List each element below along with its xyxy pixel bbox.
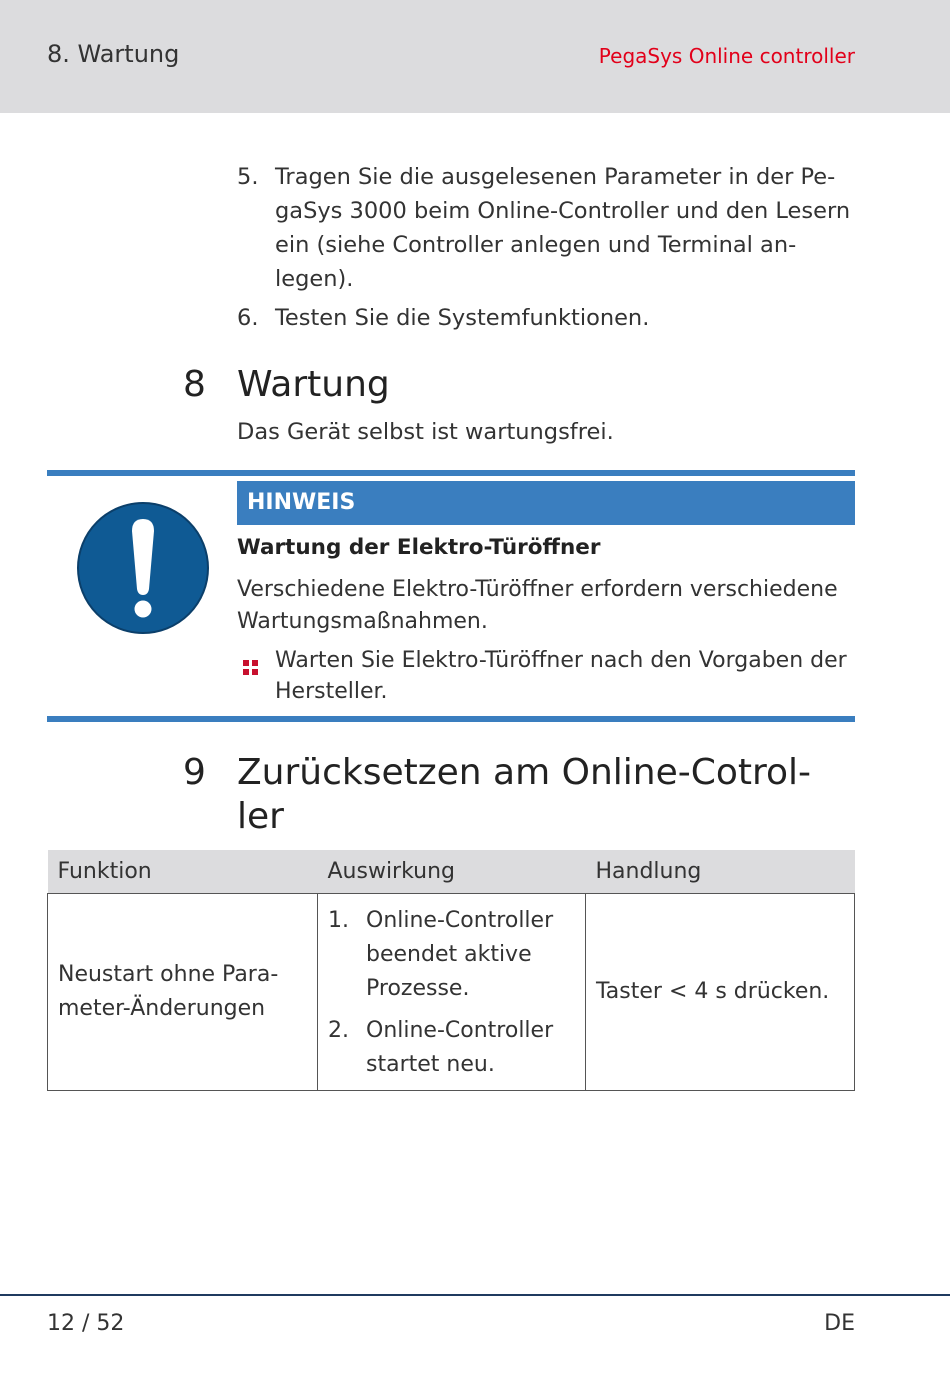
notice-label: HINWEIS: [237, 481, 855, 525]
item-text: Online-Controller startet neu.: [366, 1018, 554, 1077]
section-heading-8: [183, 364, 863, 408]
header-auswirkung: Auswirkung: [318, 850, 586, 894]
section-title: Wartung: [237, 364, 390, 405]
list-item: [237, 160, 857, 296]
list-item: [328, 1014, 575, 1082]
notice-bottom-rule: [47, 716, 855, 722]
step-list: [237, 160, 857, 340]
language-code: DE: [824, 1311, 855, 1336]
cell-funktion: Neustart ohne Parameter-Änderungen: [48, 894, 318, 1091]
bullet-text: Warten Sie Elektro-Türöffner nach den Vorgaben der Hersteller.: [275, 648, 847, 704]
cell-handlung: Taster < 4 s drücken.: [586, 894, 855, 1091]
section-number: 8: [183, 364, 206, 405]
header-handlung: Handlung: [586, 850, 855, 894]
product-name: PegaSys Online controller: [598, 44, 855, 68]
section-heading-9: [183, 752, 863, 842]
item-number: 1.: [328, 908, 349, 933]
section-intro: Das Gerät selbst ist wartungsfrei.: [237, 419, 614, 445]
header-funktion: Funktion: [48, 850, 318, 894]
notice-text: Verschiedene Elektro-Türöffner erfordern verschiedene Wartungsmaßnahmen.: [237, 577, 838, 634]
item-text: Online-Controller beendet aktive Prozesse.: [366, 908, 554, 1001]
section-title-line1: Zurücksetzen am Online-Cotrol-: [237, 752, 812, 793]
section-number: 9: [183, 752, 206, 793]
footer-divider: [0, 1294, 950, 1296]
list-item: [237, 301, 857, 335]
item-number: 2.: [328, 1018, 349, 1043]
notice-bullet: [237, 645, 857, 707]
section-title-line2: ler: [237, 796, 284, 837]
table-header-row: [48, 850, 855, 894]
step-text: Testen Sie die Systemfunktionen.: [275, 305, 650, 331]
chapter-title: 8. Wartung: [47, 40, 180, 68]
list-item: [328, 904, 575, 1006]
exclamation-icon: [76, 501, 210, 639]
step-number: 5.: [237, 164, 259, 190]
page-number: 12 / 52: [47, 1311, 125, 1336]
bullet-icon: [243, 654, 259, 685]
reset-table: [47, 850, 855, 1091]
step-text: Tragen Sie die ausgelesenen Parameter in der PegaSys 3000 beim Online-Controller und den Lesern ein (siehe Controller anlegen und Terminal anlegen).: [275, 164, 851, 292]
table-row: [48, 894, 855, 1091]
notice-title: Wartung der Elektro-Türöffner: [237, 535, 601, 560]
page-header: [0, 0, 950, 113]
step-number: 6.: [237, 305, 259, 331]
cell-auswirkung: [318, 894, 586, 1091]
notice-top-rule: [47, 470, 855, 476]
